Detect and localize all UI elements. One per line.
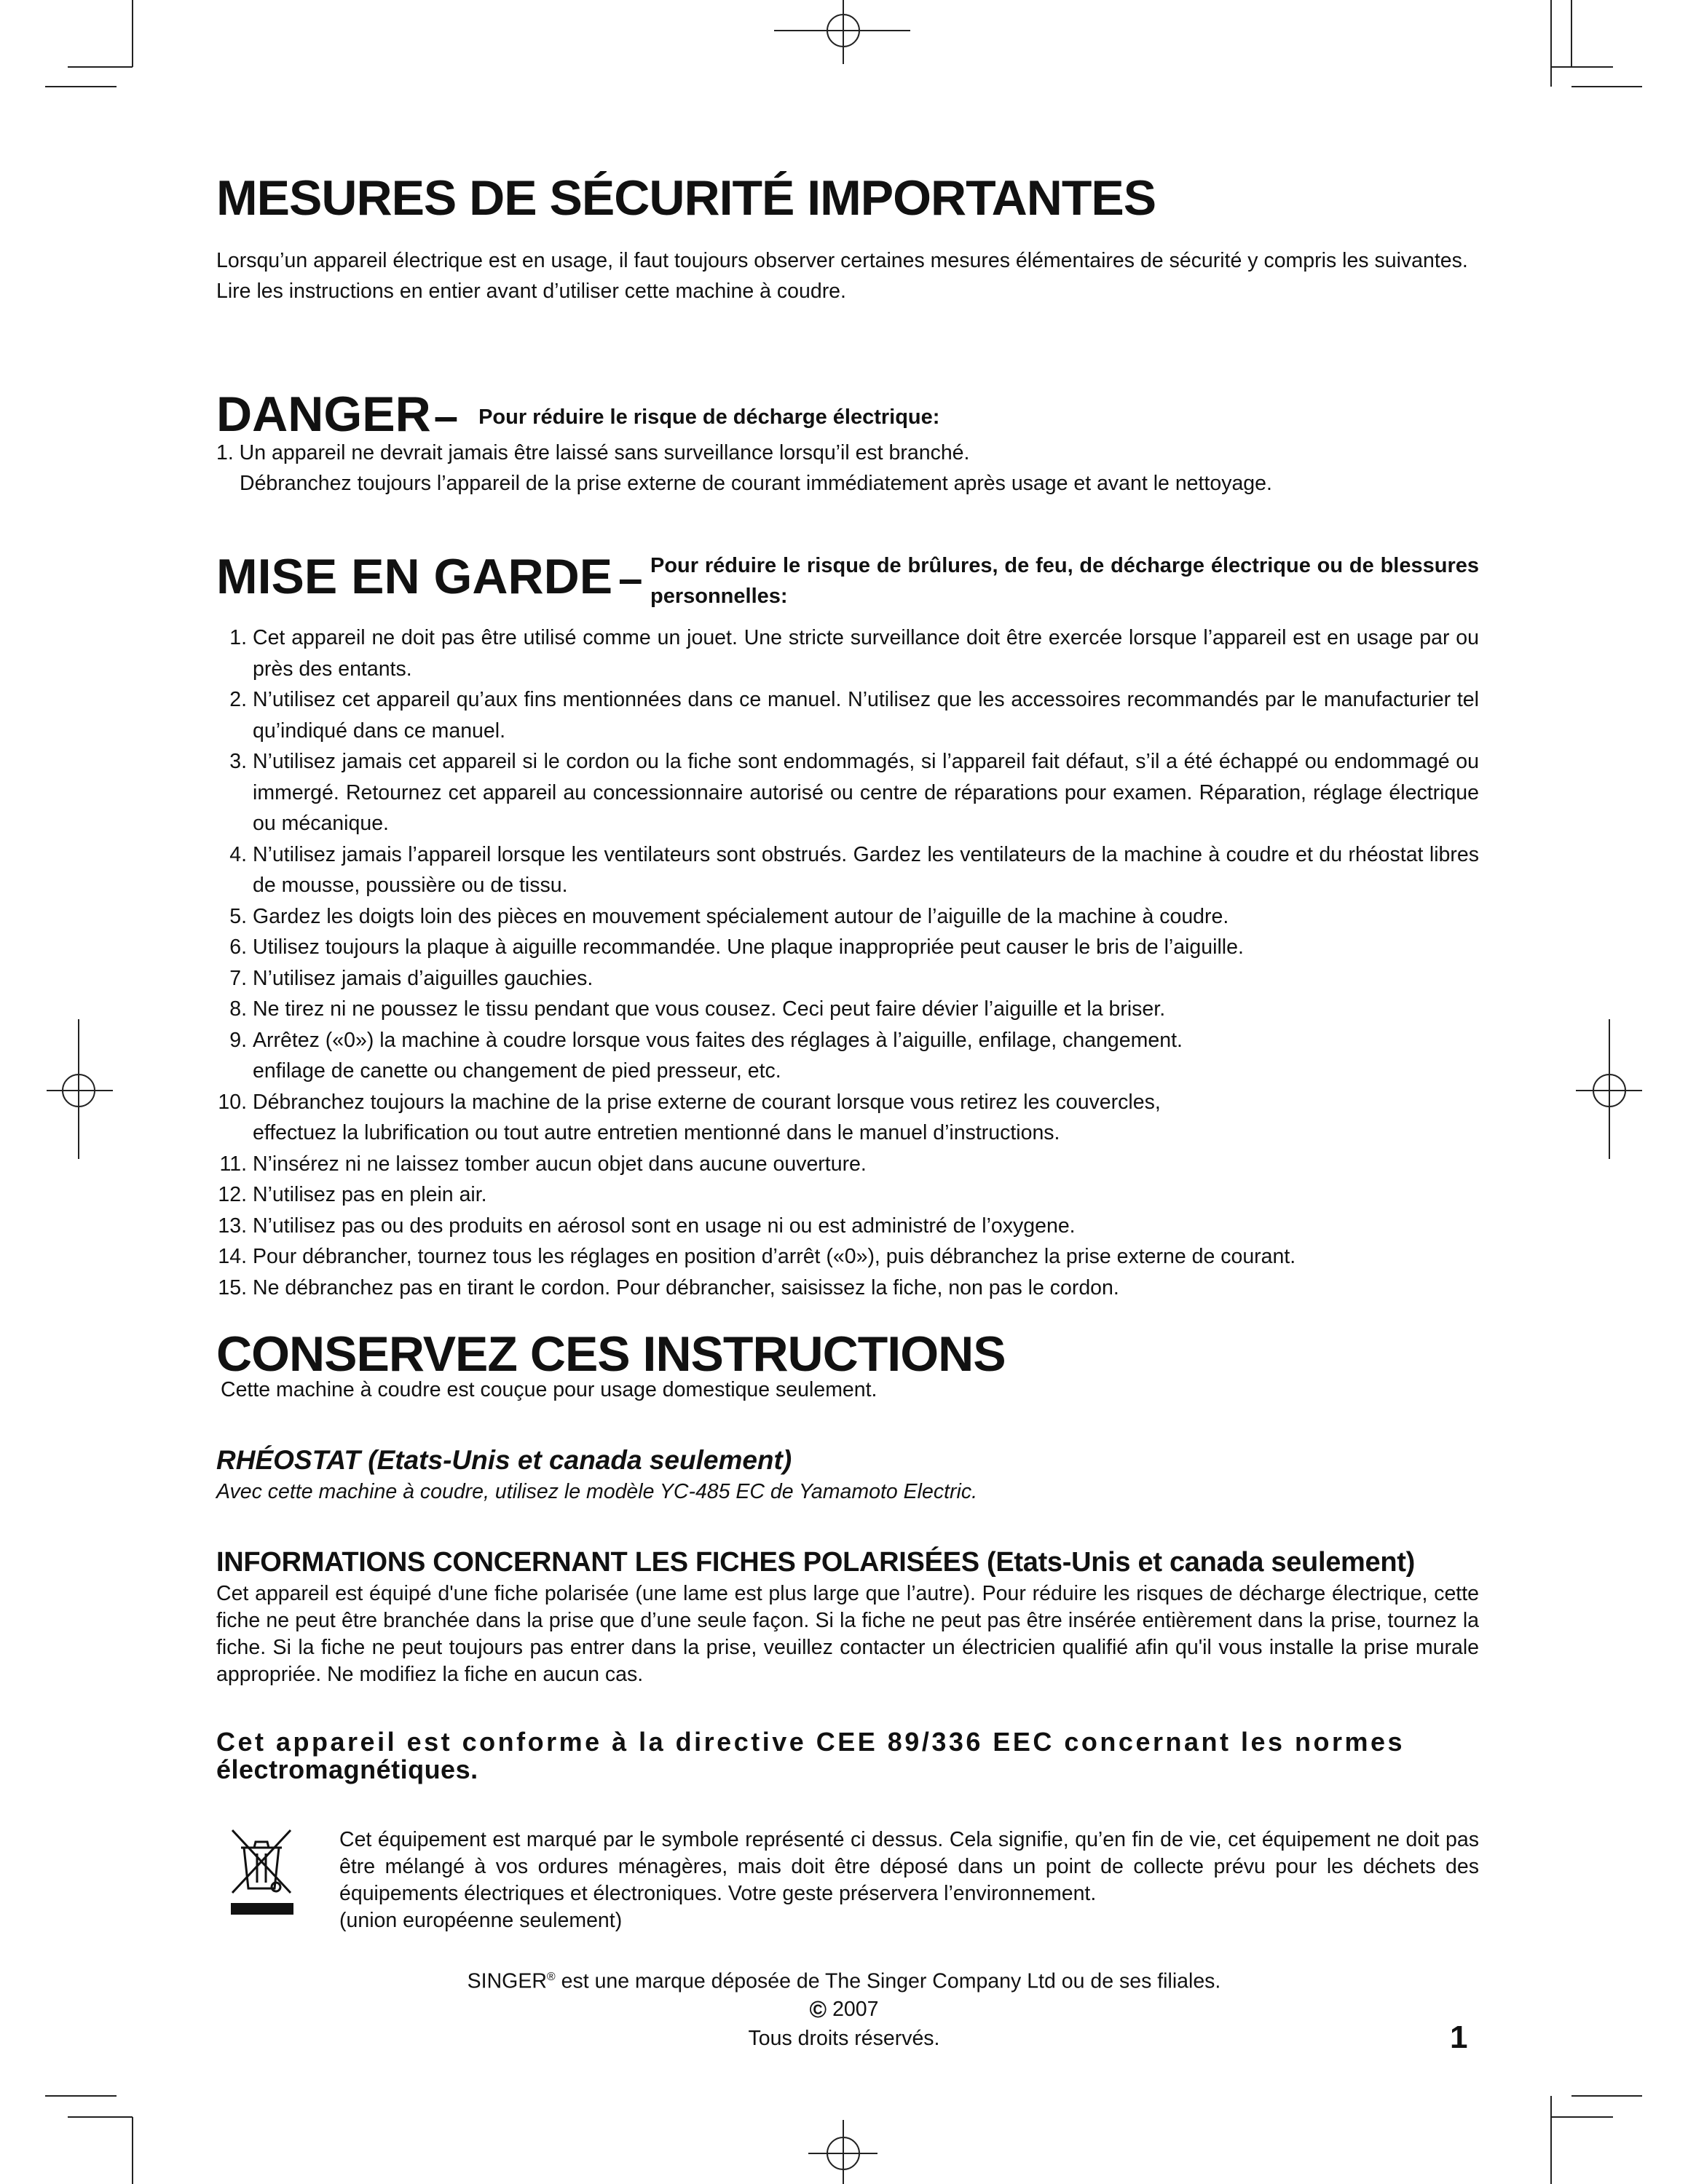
list-item-text: Arrêtez («0») la machine à coudre lorsque vous faites des réglages à l’aiguille, enfilage, changement. <box>253 1028 1183 1052</box>
list-item-text: N’utilisez jamais l’appareil lorsque les ventilateurs sont obstrués. Gardez les ventilateurs de la machine à coudre et du rhéostat libres de mousse, poussière ou de tissu. <box>253 842 1479 897</box>
list-item-number: 7. <box>229 966 247 990</box>
list-item-text: N’insérez ni ne laissez tomber aucun objet dans aucune ouverture. <box>253 1152 867 1176</box>
intro-note: Lire les instructions en entier avant d’utiliser cette machine à coudre. <box>216 280 846 303</box>
mise-en-garde-list <box>216 622 1479 1303</box>
list-item-number: 10. <box>218 1090 247 1114</box>
mise-en-garde-dash: – <box>618 554 643 603</box>
polarized-text: Cet appareil est équipé d'une fiche polarisée (une lame est plus large que l’autre). Pour réduire les risques de décharge électrique, cette fiche ne peut être branchée dans la prise que d’une seule façon. Si la fiche ne peut pas être insérée entièrement dans la prise, tournez la fiche. Si la fiche ne peut toujours pas entrer dans la prise, veuillez contacter un électricien qualifié afin qu'il vous installe la prise murale appropriée. Ne modifiez la fiche en aucun cas. <box>216 1582 1479 1686</box>
intro <box>216 245 1479 306</box>
list-item <box>216 963 1479 994</box>
list-item <box>216 622 1479 684</box>
conservez-heading: CONSERVEZ CES INSTRUCTIONS <box>216 1326 1006 1382</box>
list-item-number: 13. <box>218 1214 247 1238</box>
list-item <box>216 1241 1479 1273</box>
list-item-text: Gardez les doigts loin des pièces en mouvement spécialement autour de l’aiguille de la machine à coudre. <box>253 904 1229 928</box>
list-item-text: Ne tirez ni ne poussez le tissu pendant que vous cousez. Ceci peut faire dévier l’aiguille et la briser. <box>253 997 1166 1021</box>
weee-paragraph: Cet équipement est marqué par le symbole représenté ci dessus. Cela signifie, qu’en fin de vie, cet équipement ne doit pas être mélangé à vos ordures ménagères, mais doit être déposé dans un point de collecte prévu pour les déchets des équipements électriques et électroniques. Votre geste préservera l’environnement. <box>339 1828 1479 1905</box>
list-item-number: 14. <box>218 1245 247 1268</box>
mise-en-garde-title: MISE EN GARDE <box>216 549 613 604</box>
danger-heading <box>216 389 939 441</box>
registered-mark: ® <box>546 1971 556 1983</box>
danger-title: DANGER <box>216 387 431 442</box>
page-number: 1 <box>1450 2019 1468 2055</box>
footer <box>0 1963 1688 2052</box>
list-item <box>216 684 1479 746</box>
list-item <box>216 1273 1479 1304</box>
copyright-year: 2007 <box>832 1997 879 2021</box>
list-item-text: Ne débranchez pas en tirant le cordon. Pour débrancher, saisissez la fiche, non pas le cordon. <box>253 1275 1119 1299</box>
list-item <box>216 1149 1479 1180</box>
weee-note: (union européenne seulement) <box>339 1909 623 1932</box>
list-item-text: N’utilisez jamais d’aiguilles gauchies. <box>253 966 593 990</box>
list-item <box>216 1211 1479 1242</box>
list-item-number: 15. <box>218 1275 247 1299</box>
list-item-text: Pour débrancher, tournez tous les réglages en position d’arrêt («0»), puis débranchez la prise externe de courant. <box>253 1245 1296 1268</box>
crossed-out-wheelie-bin-icon <box>228 1827 298 1918</box>
danger-dash: – <box>433 392 459 440</box>
list-item <box>216 1179 1479 1211</box>
polarized-heading: INFORMATIONS CONCERNANT LES FICHES POLARISÉES (Etats-Unis et canada seulement) <box>216 1547 1416 1578</box>
list-item <box>216 994 1479 1025</box>
danger-item: 1. Un appareil ne devrait jamais être laissé sans surveillance lorsqu’il est branché. <box>216 441 970 464</box>
mise-en-garde-heading <box>216 549 643 604</box>
list-item <box>216 1025 1479 1087</box>
list-item <box>216 746 1479 839</box>
cee-notice-line: Cet appareil est conforme à la directive CEE 89/336 EEC concernant les normes <box>216 1727 1405 1757</box>
cee-notice-line: électromagnétiques. <box>216 1754 478 1784</box>
list-item-number: 5. <box>229 904 247 928</box>
page-title: MESURES DE SÉCURITÉ IMPORTANTES <box>216 170 1156 226</box>
trademark-text: est une marque déposée de The Singer Company Ltd ou de ses filiales. <box>555 1969 1221 1993</box>
rights-line: Tous droits réservés. <box>748 2026 940 2050</box>
cee-notice <box>216 1728 1479 1784</box>
list-item-number: 9. <box>229 1028 247 1052</box>
conservez-text: Cette machine à coudre est couçue pour usage domestique seulement. <box>221 1378 877 1401</box>
list-item-text: N’utilisez pas en plein air. <box>253 1183 487 1206</box>
mise-en-garde-subheading: Pour réduire le risque de brûlures, de feu, de décharge électrique ou de blessures personnelles: <box>650 554 1479 608</box>
rheostat-text: Avec cette machine à coudre, utilisez le modèle YC-485 EC de Yamamoto Electric. <box>216 1480 977 1503</box>
list-item-number: 2. <box>229 688 247 711</box>
list-item-number: 11. <box>219 1152 247 1176</box>
trademark-line <box>0 1963 1688 1995</box>
list-item-number: 8. <box>229 997 247 1021</box>
list-item-text: Débranchez toujours la machine de la prise externe de courant lorsque vous retirez les couvercles, <box>253 1090 1161 1114</box>
list-item <box>216 1087 1479 1149</box>
list-item <box>216 839 1479 901</box>
list-item-continuation: enfilage de canette ou changement de pied presseur, etc. <box>253 1059 781 1083</box>
danger-list <box>216 438 1479 499</box>
list-item-number: 4. <box>229 842 247 866</box>
list-item <box>216 932 1479 963</box>
copyright-icon: © <box>809 1995 827 2022</box>
danger-item-continuation: Débranchez toujours l’appareil de la prise externe de courant immédiatement après usage et avant le nettoyage. <box>240 472 1272 495</box>
list-item-text: N’utilisez cet appareil qu’aux fins mentionnées dans ce manuel. N’utilisez que les accessoires recommandés par le manufacturier tel qu’indiqué dans ce manuel. <box>253 688 1479 743</box>
brand-name: SINGER <box>467 1969 547 1993</box>
list-item-text: N’utilisez pas ou des produits en aérosol sont en usage ni ou est administré de l’oxygene. <box>253 1214 1076 1238</box>
list-item-number: 6. <box>229 935 247 959</box>
list-item-text: Utilisez toujours la plaque à aiguille recommandée. Une plaque inappropriée peut causer le bris de l’aiguille. <box>253 935 1244 959</box>
list-item-number: 12. <box>218 1183 247 1206</box>
list-item-text: Cet appareil ne doit pas être utilisé comme un jouet. Une stricte surveillance doit être exercée lorsque l’appareil est en usage par ou près des entants. <box>253 626 1479 681</box>
intro-paragraph: Lorsqu’un appareil électrique est en usage, il faut toujours observer certaines mesures élémentaires de sécurité y compris les suivantes. <box>216 249 1468 272</box>
list-item-number: 3. <box>229 750 247 773</box>
list-item-continuation: effectuez la lubrification ou tout autre entretien mentionné dans le manuel d’instructions. <box>253 1121 1060 1144</box>
list-item-text: N’utilisez jamais cet appareil si le cordon ou la fiche sont endommagés, si l’appareil fait défaut, s’il a été échappé ou endommagé ou immergé. Retournez cet appareil au concessionnaire autorisé ou centre de réparations pour examen. Réparation, réglage électrique ou mécanique. <box>253 750 1479 835</box>
list-item <box>216 901 1479 933</box>
copyright-line <box>810 1995 879 2023</box>
danger-subheading: Pour réduire le risque de décharge électrique: <box>478 405 940 429</box>
rheostat-heading: RHÉOSTAT (Etats-Unis et canada seulement) <box>216 1445 792 1475</box>
weee-text <box>339 1827 1479 1934</box>
list-item-number: 1. <box>229 626 247 649</box>
